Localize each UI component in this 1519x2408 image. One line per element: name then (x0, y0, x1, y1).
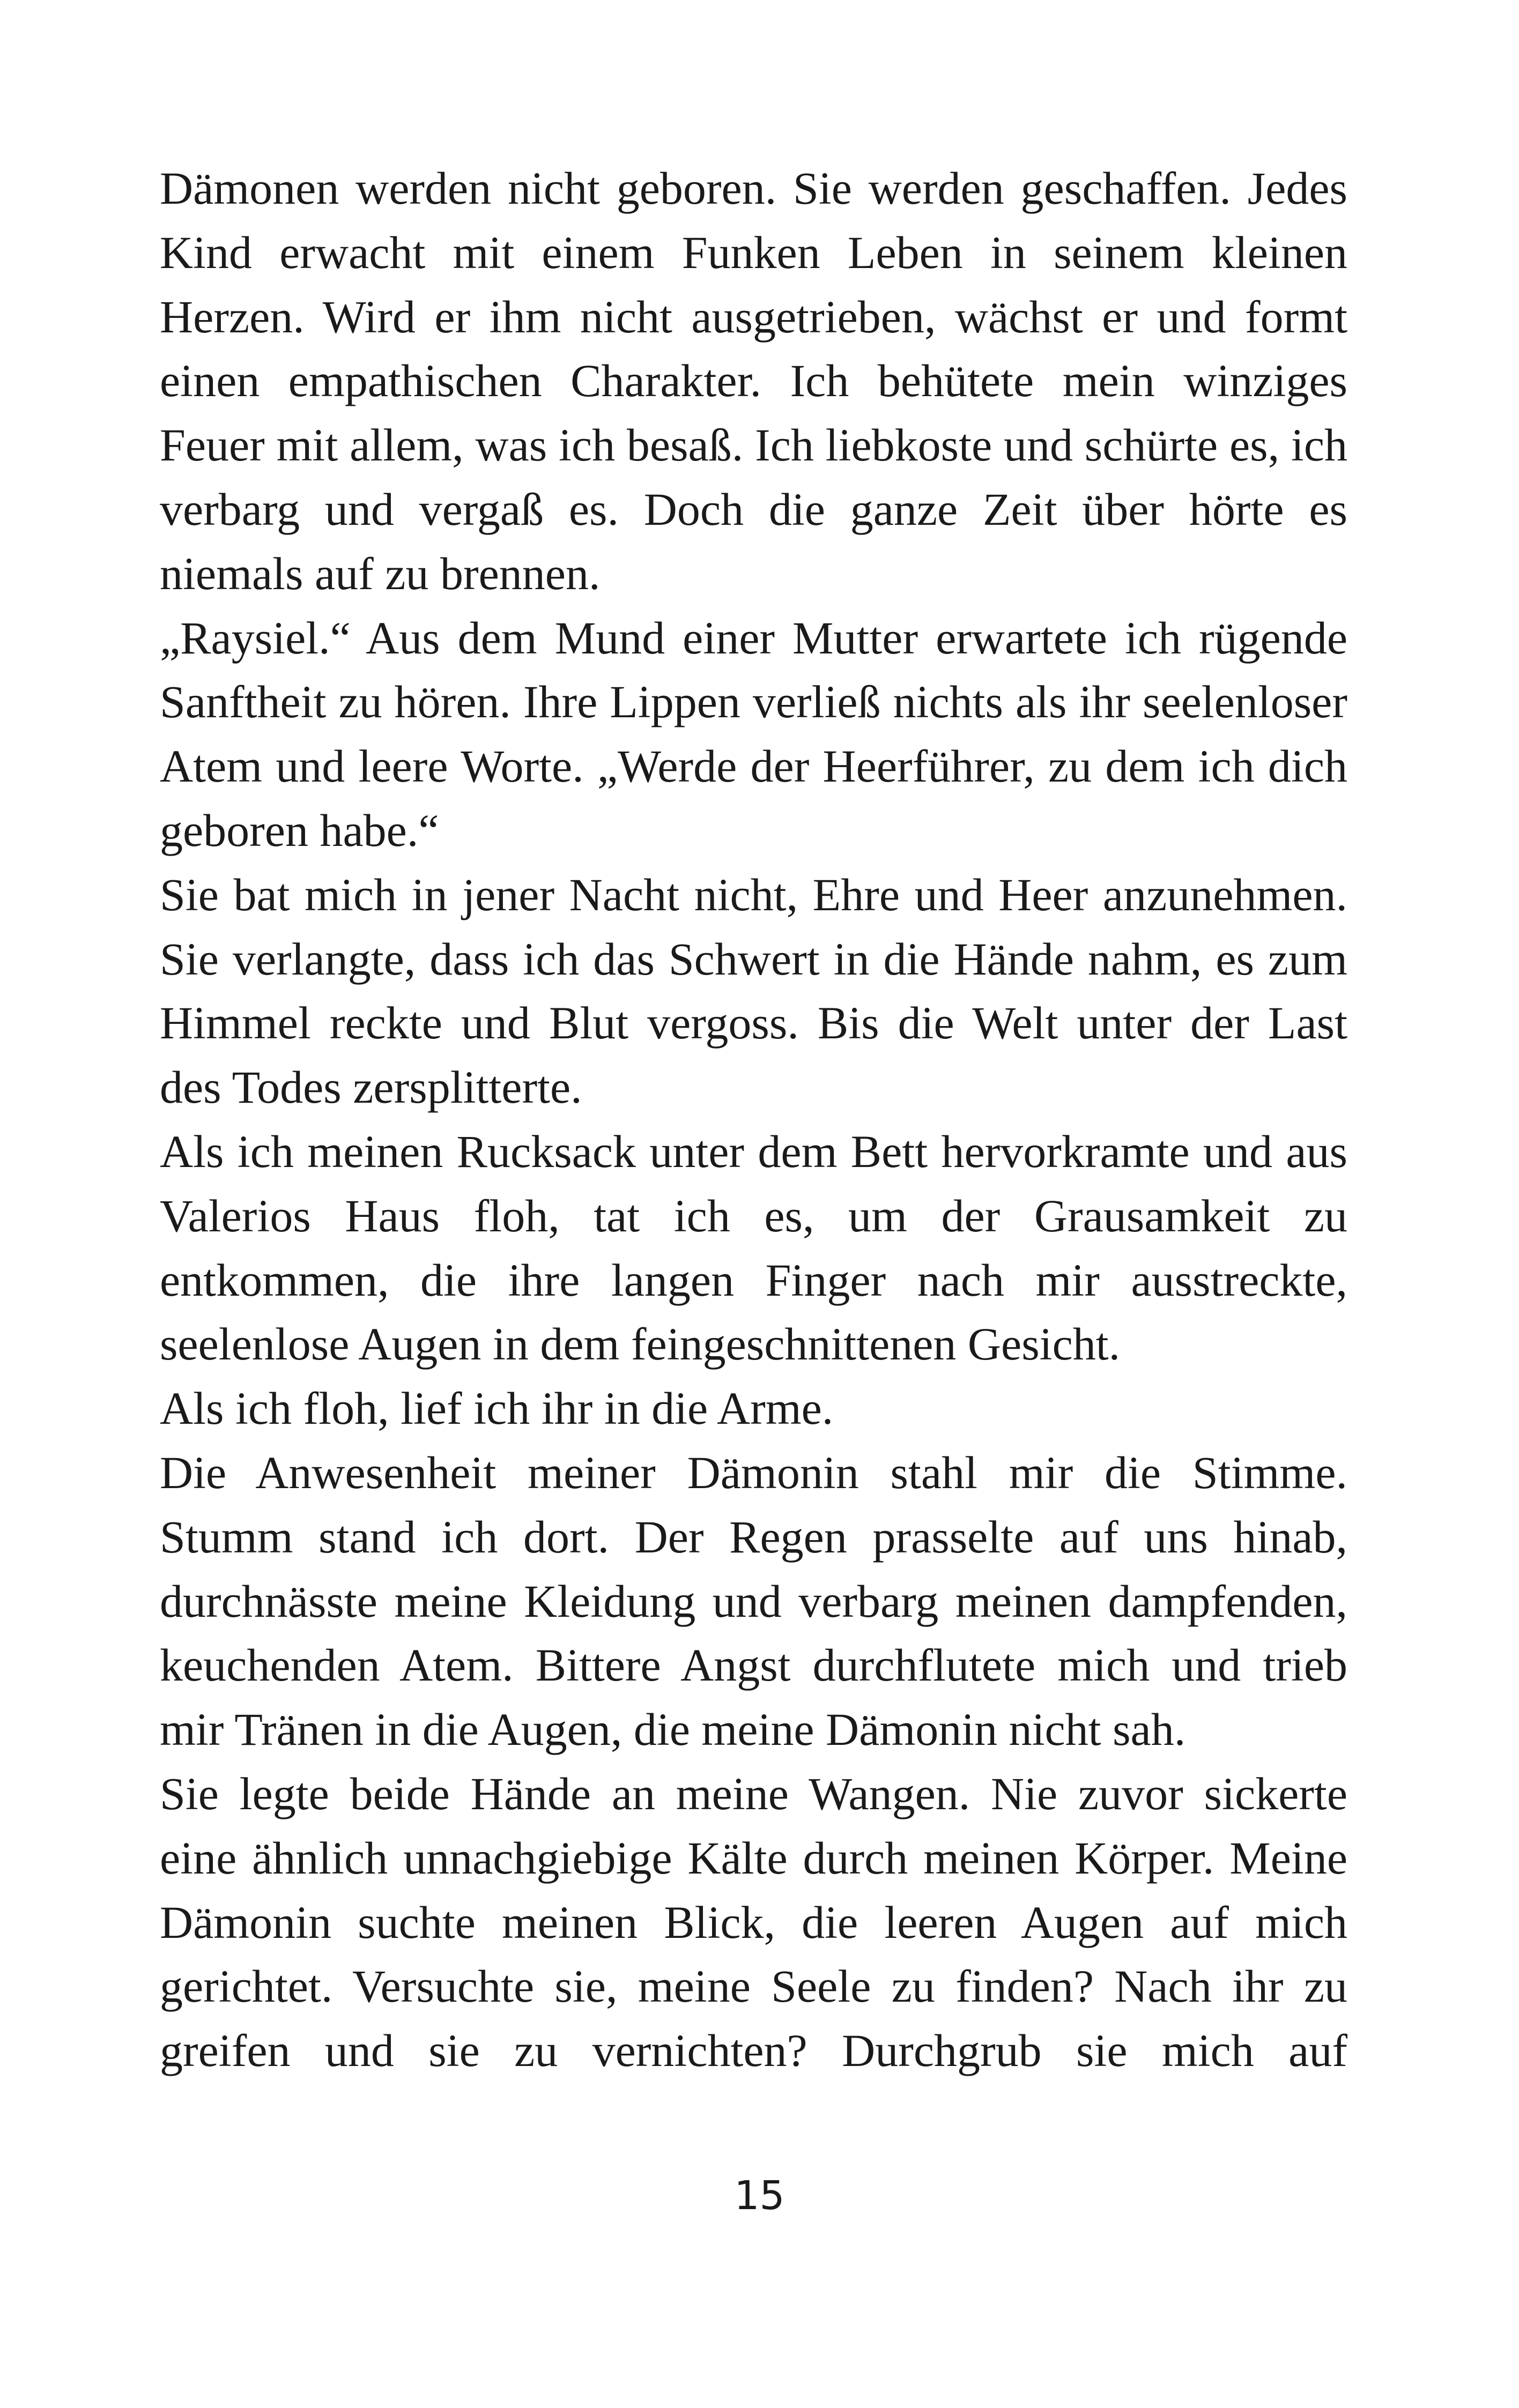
paragraph-5: Als ich floh, lief ich ihr in die Arme. (160, 1383, 834, 1435)
paragraph-3: Sie bat mich in jener Nacht nicht, Ehre und Heer anzunehmen. Sie verlangte, dass ich das Schwert in die Hände nahm, es zum Himmel reckte und Blut vergoss. Bis die Welt unter der Last des Todes zersplitterte. (160, 868, 1347, 1113)
paragraph-4: Als ich meinen Rucksack unter dem Bett hervorkramte und aus Valerios Haus floh, tat ich es, um der Grausamkeit zu entkommen, die ihre langen Finger nach mir ausstreckte, seelenlose Augen in dem feingeschnittenen Gesicht. (160, 1125, 1347, 1370)
page-number: 15 (734, 2173, 785, 2219)
body-text (160, 157, 1347, 2083)
paragraph-1: Dämonen werden nicht geboren. Sie werden geschaffen. Jedes Kind erwacht mit einem Funken Leben in seinem kleinen Herzen. Wird er ihm nicht ausgetrieben, wächst er und formt einen empathischen Charakter. Ich behütete mein winziges Feuer mit allem, was ich besaß. Ich liebkoste und schürte es, ich verbarg und vergaß es. Doch die ganze Zeit über hörte es niemals auf zu brennen. (160, 162, 1347, 599)
paragraph-7: Sie legte beide Hände an meine Wangen. Nie zuvor sickerte eine ähnlich unnachgiebige Kälte durch meinen Körper. Meine Dämonin suchte meinen Blick, die leeren Augen auf mich gerichtet. Versuchte sie, meine Seele zu finden? Nach ihr zu greifen und sie zu vernichten? Durchgrub sie mich auf (160, 1767, 1347, 2077)
paragraph-2: „Raysiel.“ Aus dem Mund einer Mutter erwartete ich rügende Sanftheit zu hören. Ihre Lippen verließ nichts als ihr seelenloser Atem und leere Worte. „Werde der Heerführer, zu dem ich dich geboren habe.“ (160, 612, 1347, 856)
paragraph-6: Die Anwesenheit meiner Dämonin stahl mir die Stimme. Stumm stand ich dort. Der Regen prasselte auf uns hinab, durchnässte meine Kleidung und verbarg meinen dampfenden, keuchenden Atem. Bittere Angst durchflutete mich und trieb mir Tränen in die Augen, die meine Dämonin nicht sah. (160, 1446, 1347, 1756)
